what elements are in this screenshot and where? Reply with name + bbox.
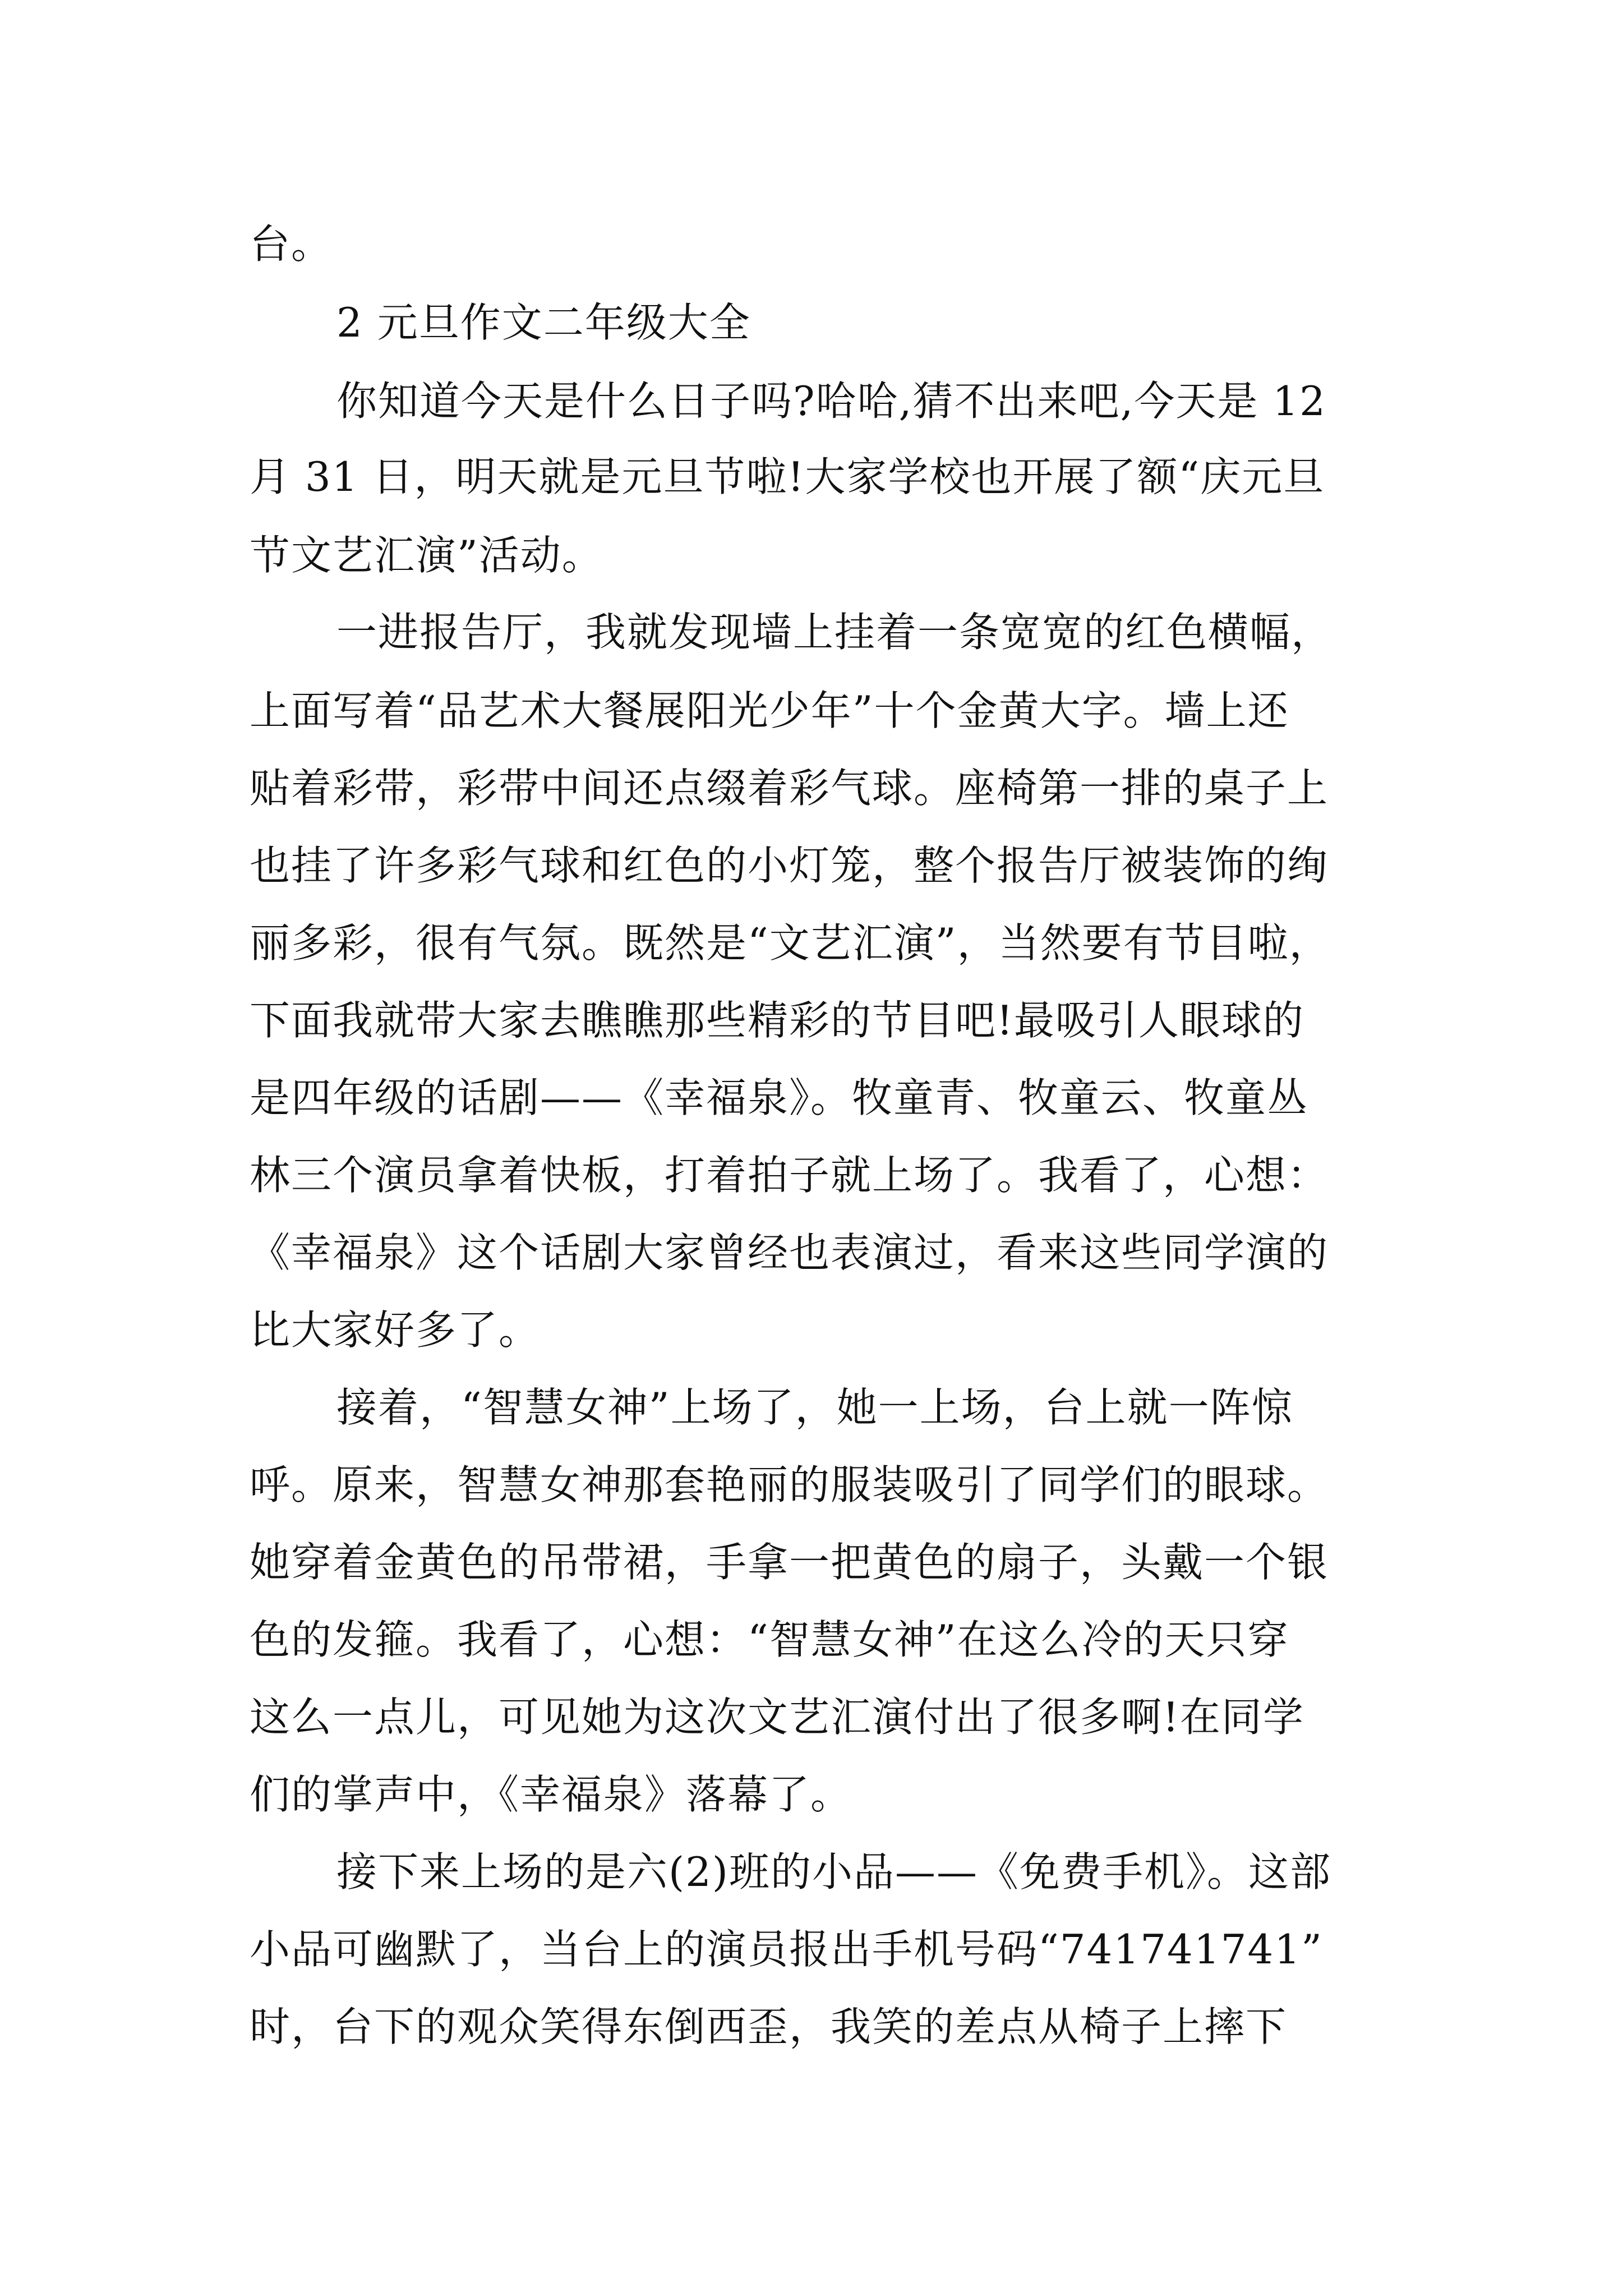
- text-line: 接着，“智慧女神”上场了，她一上场，台上就一阵惊: [336, 1384, 1293, 1431]
- text-line: 接下来上场的是六(2)班的小品——《免费手机》。这部: [336, 1848, 1331, 1895]
- text-line: 你知道今天是什么日子吗?哈哈,猜不出来吧,今天是 12: [336, 378, 1326, 425]
- text-line: 时，台下的观众笑得东倒西歪，我笑的差点从椅子上摔下: [250, 2003, 1288, 2050]
- text-line: 月 31 日，明天就是元旦节啦!大家学校也开展了额“庆元旦: [250, 453, 1325, 500]
- text-line: 是四年级的话剧——《幸福泉》。牧童青、牧童云、牧童丛: [250, 1074, 1309, 1121]
- text-line: 她穿着金黄色的吊带裙，手拿一把黄色的扇子，头戴一个银: [250, 1539, 1329, 1586]
- text-line: 丽多彩，很有气氛。既然是“文艺汇演”，当然要有节目啦，: [250, 919, 1331, 967]
- text-line: 上面写着“品艺术大餐展阳光少年”十个金黄大字。墙上还: [250, 687, 1289, 734]
- text-line: 一进报告厅，我就发现墙上挂着一条宽宽的红色横幅，: [336, 609, 1333, 656]
- text-line: 下面我就带大家去瞧瞧那些精彩的节目吧!最吸引人眼球的: [250, 997, 1304, 1044]
- text-line: 林三个演员拿着快板，打着拍子就上场了。我看了，心想：: [250, 1152, 1329, 1199]
- text-line: 小品可幽默了，当台上的演员报出手机号码“741741741”: [250, 1926, 1323, 1973]
- text-line: 节文艺汇演”活动。: [250, 532, 603, 579]
- text-line: 《幸福泉》这个话剧大家曾经也表演过，看来这些同学演的: [250, 1229, 1329, 1276]
- text-line: 呼。原来，智慧女神那套艳丽的服装吸引了同学们的眼球。: [250, 1461, 1329, 1508]
- text-line: 们的掌声中，《幸福泉》落幕了。: [250, 1771, 852, 1818]
- text-line: 台。: [250, 220, 333, 268]
- section-heading: 2 元旦作文二年级大全: [336, 299, 751, 346]
- text-line: 贴着彩带，彩带中间还点缀着彩气球。座椅第一排的桌子上: [250, 765, 1329, 812]
- text-line: 色的发箍。我看了，心想：“智慧女神”在这么冷的天只穿: [250, 1616, 1289, 1663]
- text-line: 这么一点儿，可见她为这次文艺汇演付出了很多啊!在同学: [250, 1694, 1304, 1741]
- text-line: 也挂了许多彩气球和红色的小灯笼，整个报告厅被装饰的绚: [250, 842, 1329, 889]
- text-line: 比大家好多了。: [250, 1306, 541, 1354]
